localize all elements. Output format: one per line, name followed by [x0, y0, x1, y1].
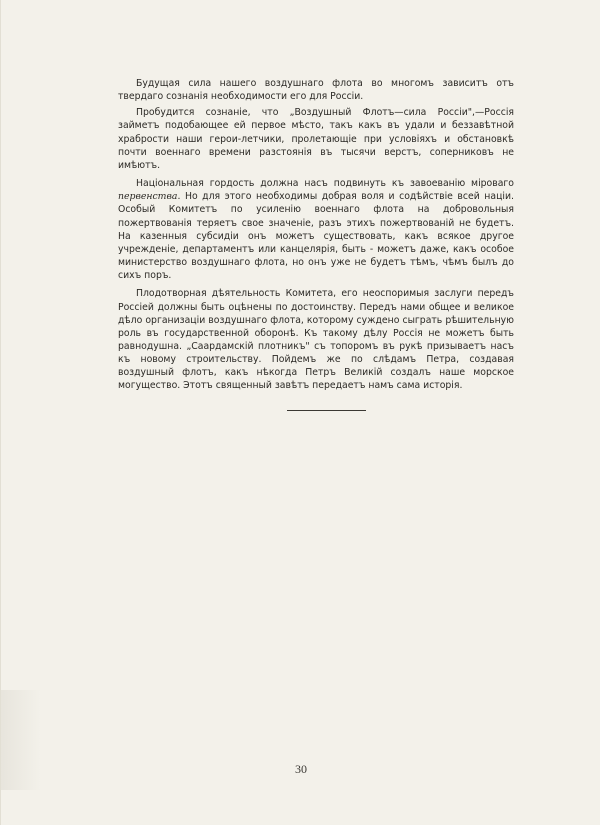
- page-number: 30: [295, 762, 307, 776]
- paragraph-3-emphasis: первенства: [118, 191, 178, 203]
- paragraph-3-rest: . Но для этого необходимы добрая воля и содѣйствіе всей націи. Особый Комитетъ по усиленію военнаго флота на добровольныя пожертвованія теряетъ свое значеніе, разъ этихъ пожертвованій не будетъ. На казенныя субсидіи онъ можетъ существовать, какъ всякое другое учрежденіе, департаментъ или канцелярія, быть - можетъ даже, какъ особое министерство воздушнаго флота, но онъ уже не будетъ тѣмъ, чѣмъ былъ до сихъ поръ.: [118, 191, 514, 282]
- paragraph-3: [118, 177, 514, 282]
- paragraph-1: Будущая сила нашего воздушнаго флота во многомъ зависитъ отъ твердаго сознанія необходимости его для Россіи.: [118, 78, 514, 103]
- paragraph-3-start: Національная гордость должна насъ подвинуть къ завоеванію міроваго: [136, 178, 514, 190]
- paragraph-4: Плодотворная дѣятельность Комитета, его неоспоримыя заслуги передъ Россіей должны быть оцѣнены по достоинству. Передъ нами общее и великое дѣло организаціи воздушнаго флота, которому суждено сыграть рѣшительную роль въ государственной оборонѣ. Къ такому дѣлу Россія не можетъ быть равнодушна. „Саардамскій плотникъ" съ топоромъ въ рукѣ призываетъ насъ къ новому строительству. Пойдемъ же по слѣдамъ Петра, создавая воздушный флотъ, какъ нѣкогда Петръ Великій создалъ наше морское могущество. Этотъ священный завѣтъ передаетъ намъ сама исторія.: [118, 288, 514, 392]
- section-divider: [287, 410, 366, 411]
- paragraph-2: Пробудится сознаніе, что „Воздушный Флотъ—сила Россіи",—Россія займетъ подобающее ей первое мѣсто, такъ какъ въ удали и беззавѣтной храбрости наши герои-летчики, пролетающіе при условіяхъ и обстановкѣ почти военнаго времени разстоянія въ тысячи верстъ, соперниковъ не имѣютъ.: [118, 107, 514, 171]
- body-text: [118, 77, 514, 398]
